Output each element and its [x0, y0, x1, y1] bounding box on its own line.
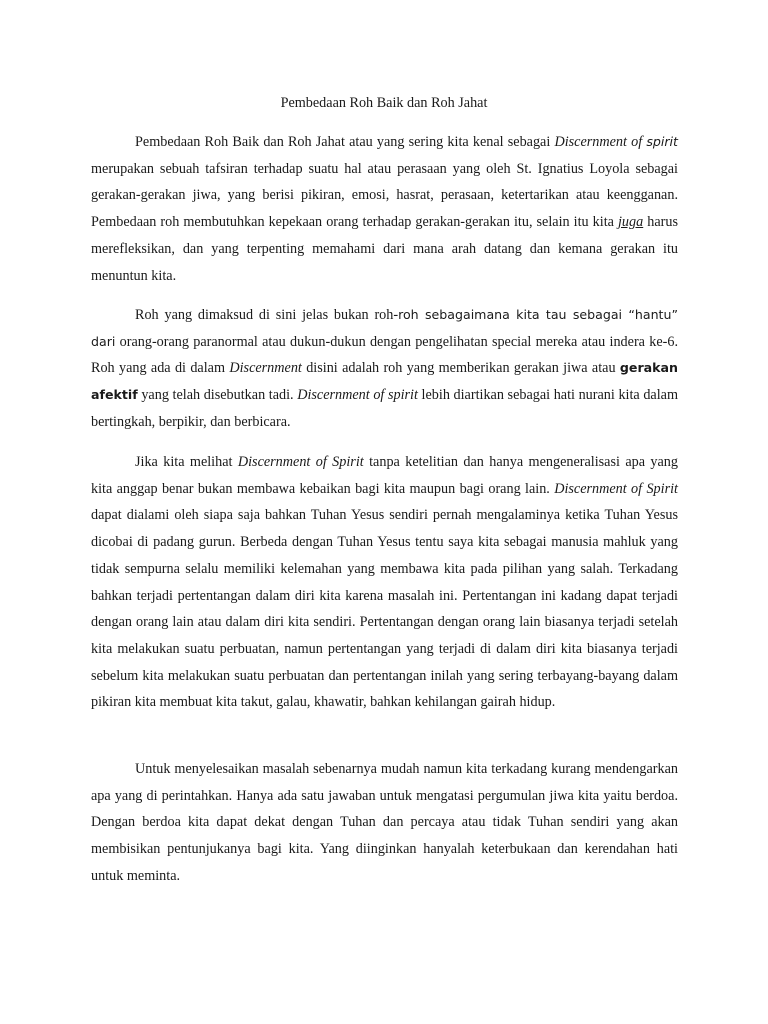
text-run: merupakan sebuah tafsiran terhadap suatu hal atau perasaan yang oleh St. Ignatius Loyola sebagai gerakan-gerakan jiwa, yang berisi pikiran, emosi, hasrat, perasaan, ketertarikan atau keengganan. Pembedaan roh membutuhkan kepekaan orang terhadap gerakan-gerakan itu, selain itu kita — [91, 160, 678, 231]
italic-term: Discernment of — [554, 134, 643, 150]
text-run: lebih diartikan sebagai hati nurani kita dalam bertingkah, berpikir, dan berbicara. — [91, 387, 678, 430]
paragraph-3 — [91, 449, 678, 716]
italic-term: Discernment — [229, 360, 302, 377]
text-run: dapat dialami oleh siapa saja bahkan Tuhan Yesus sendiri pernah mengalaminya ketika Tuhan Yesus dicobai di padang gurun. Berbeda dengan Tuhan Yesus tentu saya kita sebagai manusia mahluk yang tidak sempurna selalu memiliki kelemahan yang membawa kita pada pilihan yang salah. Terkadang bahkan terjadi pertentangan dalam diri kita karena masalah ini. Pertentangan ini kadang dapat terjadi dengan orang lain atau dalam diri kita sendiri. Pertentangan dengan orang lain biasanya terjadi setelah kita melakukan suatu perbuatan, namun pertentangan yang terjadi di dalam diri kita biasanya terjadi sebelum kita melakukan suatu perbuatan dan pertentangan inilah yang sering terbayang-bayang dalam pikiran kita membuat kita takut, galau, khawatir, bahkan kehilangan gairah hidup. — [91, 507, 678, 711]
italic-term: Discernment of Spirit — [237, 454, 364, 470]
paragraph-4 — [91, 756, 678, 890]
document-title: Pembedaan Roh Baik dan Roh Jahat — [280, 95, 488, 111]
text-run: disini adalah roh yang memberikan gerakan jiwa atau — [301, 360, 620, 377]
italic-term: Discernment of spirit — [297, 387, 418, 404]
italic-term: spirit — [646, 134, 678, 149]
text-run: tanpa ketelitian dan hanya mengeneralisasi apa yang kita anggap benar bukan membawa kebaikan bagi kita maupun bagi orang lain. — [91, 454, 678, 497]
paragraph-1 — [91, 129, 678, 289]
text-run: Pembedaan Roh Baik dan Roh Jahat atau yang sering kita kenal sebagai — [135, 134, 555, 150]
text-run: Untuk menyelesaikan masalah sebenarnya mudah namun kita terkadang kurang mendengarkan apa yang di perintahkan. Hanya ada satu jawaban untuk mengatasi pergumulan jiwa kita yaitu berdoa. Dengan berdoa kita dapat dekat dengan Tuhan dan percaya atau tidak Tuhan sendiri yang akan membisikan pentunjukanya bagi kita. Yang diinginkan hanyalah keterbukaan dan kerendahan hati untuk meminta. — [91, 761, 678, 884]
text-run: Roh yang dimaksud di sini jelas bukan roh- — [135, 307, 399, 323]
text-run: Jika kita melihat — [135, 454, 238, 470]
text-run-sans: roh sebagaimana kita tau sebagai “hantu” dari — [91, 307, 678, 349]
text-run: yang telah disebutkan tadi. — [137, 387, 298, 404]
bold-term: gerakan afektif — [91, 360, 678, 403]
italic-term: Discernment of Spirit — [554, 480, 678, 497]
text-run: orang-orang paranormal atau dukun-dukun dengan pengelihatan special mereka atau indera ke-6. Roh yang ada di dalam — [91, 333, 678, 377]
paragraph-2 — [91, 302, 678, 436]
underlined-italic-term: juga — [617, 214, 644, 231]
text-run: harus merefleksikan, dan yang terpenting memahami dari mana arah datang dan kemana gerakan itu menuntun kita. — [91, 214, 678, 284]
